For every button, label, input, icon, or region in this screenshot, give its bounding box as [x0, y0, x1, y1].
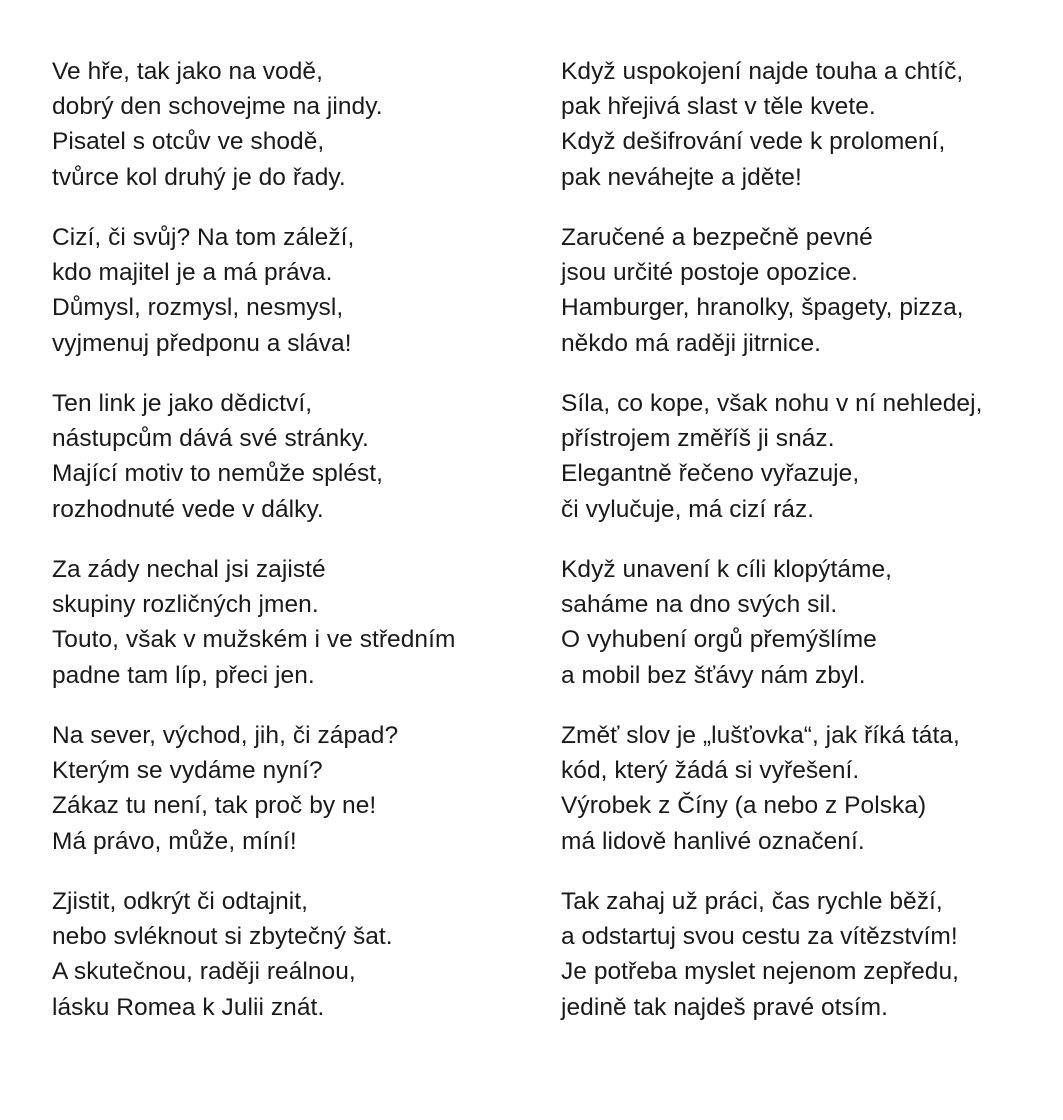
- poem-line: Zjistit, odkrýt či odtajnit,: [52, 888, 309, 915]
- poem-line: Cizí, či svůj? Na tom záleží,: [52, 224, 355, 251]
- poem-line: padne tam líp, přeci jen.: [52, 661, 315, 689]
- poem-line: Elegantně řečeno vyřazuje,: [561, 460, 860, 488]
- right-column: [561, 54, 1041, 1050]
- poem-line: skupiny rozličných jmen.: [52, 591, 319, 619]
- stanza: [52, 386, 532, 552]
- poem-line: pak hřejivá slast v těle kvete.: [561, 93, 876, 121]
- stanza: [561, 552, 1041, 718]
- poem-line: Touto, však v mužském i ve středním: [52, 626, 456, 654]
- poem-line: Na sever, východ, jih, či západ?: [52, 722, 399, 749]
- poem-line: Ten link je jako dědictví,: [52, 390, 313, 417]
- stanza: [561, 220, 1041, 386]
- poem-line: Důmysl, rozmysl, nesmysl,: [52, 294, 344, 322]
- poem-line: Tak zahaj už práci, čas rychle běží,: [561, 888, 943, 915]
- stanza: [561, 718, 1041, 884]
- poem-line: Mající motiv to nemůže splést,: [52, 460, 384, 488]
- poem-line: nebo svléknout si zbytečný šat.: [52, 923, 393, 951]
- poem-line: O vyhubení orgů přemýšlíme: [561, 626, 877, 654]
- left-column: [52, 54, 532, 1050]
- poem-line: Ve hře, tak jako na vodě,: [52, 58, 323, 85]
- poem-line: Zaručené a bezpečně pevné: [561, 224, 873, 251]
- stanza: [52, 884, 532, 1050]
- poem-line: Když uspokojení najde touha a chtíč,: [561, 58, 964, 85]
- poem-line: Je potřeba myslet nejenom zepředu,: [561, 958, 960, 986]
- poem-line: A skutečnou, raději reálnou,: [52, 958, 356, 986]
- poem-line: Síla, co kope, však nohu v ní nehledej,: [561, 390, 983, 417]
- poem-line: či vylučuje, má cizí ráz.: [561, 495, 815, 523]
- poem-line: Když dešifrování vede k prolomení,: [561, 128, 946, 156]
- poem-line: jsou určité postoje opozice.: [561, 259, 858, 287]
- stanza: [52, 552, 532, 718]
- poem-line: má lidově hanlivé označení.: [561, 827, 865, 855]
- poem-line: rozhodnuté vede v dálky.: [52, 495, 324, 523]
- poem-line: Změť slov je „lušťovka“, jak říká táta,: [561, 722, 960, 749]
- stanza: [561, 884, 1041, 1050]
- poem-line: Za zády nechal jsi zajisté: [52, 556, 326, 583]
- poem-line: Výrobek z Číny (a nebo z Polska): [561, 792, 927, 820]
- poem-line: tvůrce kol druhý je do řady.: [52, 163, 346, 191]
- poem-line: přístrojem změříš ji snáz.: [561, 425, 835, 453]
- poem-line: a odstartuj svou cestu za vítězstvím!: [561, 923, 958, 951]
- poem-line: Kterým se vydáme nyní?: [52, 757, 323, 785]
- stanza: [52, 220, 532, 386]
- poem-line: nástupcům dává své stránky.: [52, 425, 369, 453]
- poem-line: Když unavení k cíli klopýtáme,: [561, 556, 893, 583]
- poem-line: pak neváhejte a jděte!: [561, 163, 802, 191]
- poem-line: vyjmenuj předponu a sláva!: [52, 329, 352, 357]
- poem-line: saháme na dno svých sil.: [561, 591, 838, 619]
- poem-line: lásku Romea k Julii znát.: [52, 993, 325, 1021]
- stanza: [52, 54, 532, 220]
- poem-line: a mobil bez šťávy nám zbyl.: [561, 661, 866, 689]
- poem-line: Hamburger, hranolky, špagety, pizza,: [561, 294, 964, 322]
- stanza: [52, 718, 532, 884]
- stanza: [561, 386, 1041, 552]
- poem-line: kód, který žádá si vyřešení.: [561, 757, 860, 785]
- poem-line: jedině tak najdeš pravé otsím.: [561, 993, 888, 1021]
- poem-line: někdo má raději jitrnice.: [561, 329, 821, 357]
- poem-line: Má právo, může, míní!: [52, 827, 297, 855]
- poem-line: Pisatel s otcův ve shodě,: [52, 128, 325, 156]
- poem-line: dobrý den schovejme na jindy.: [52, 93, 383, 121]
- stanza: [561, 54, 1041, 220]
- poem-line: kdo majitel je a má práva.: [52, 259, 333, 287]
- poem-line: Zákaz tu není, tak proč by ne!: [52, 792, 377, 820]
